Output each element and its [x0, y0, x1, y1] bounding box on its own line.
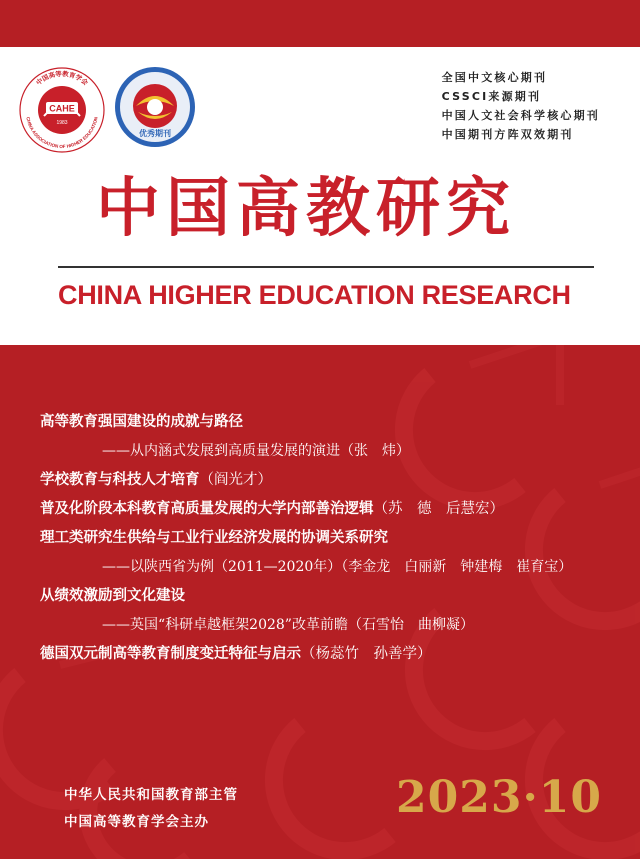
badge-line: 中国期刊方阵双效期刊 [441, 128, 574, 141]
cahe-arc-top: 中国高等教育学会 [34, 69, 90, 87]
toc-title: ——以陕西省为例（2011—2020年） [102, 559, 342, 575]
publisher-info [64, 782, 238, 836]
toc-author: （石雪怡 曲柳凝） [347, 617, 474, 633]
badge-line: 全国中文核心期刊 [441, 71, 548, 84]
toc-title: 德国双元制高等教育制度变迁特征与启示 [40, 646, 301, 662]
toc-entry[interactable] [40, 495, 630, 524]
toc-author: （李金龙 白丽新 钟建梅 崔育宝） [341, 559, 573, 575]
badge-line: CSSCI来源期刊 [441, 90, 542, 103]
toc-entry[interactable] [40, 582, 630, 611]
supervisor-line: 中华人民共和国教育部主管 [64, 787, 238, 803]
toc-title: 高等教育强国建设的成就与路径 [40, 414, 243, 430]
toc-subtitle [40, 553, 630, 582]
toc-subtitle [40, 437, 630, 466]
toc-title: 理工类研究生供给与工业行业经济发展的协调关系研究 [40, 530, 388, 546]
toc-title: 学校教育与科技人才培育 [40, 472, 200, 488]
toc-title: ——英国“科研卓越框架2028”改革前瞻 [102, 617, 348, 633]
sponsor-line: 中国高等教育学会主办 [64, 814, 209, 830]
toc-entry[interactable] [40, 408, 630, 437]
badge-line: 中国人文社会科学核心期刊 [441, 109, 600, 122]
issue-number: 2023·10 [395, 772, 602, 823]
toc-entry[interactable] [40, 640, 630, 669]
cahe-arc-bottom: CHINA ASSOCIATION OF HIGHER EDUCATION [25, 116, 99, 150]
toc-author: （阎光才） [199, 472, 272, 488]
top-red-band [0, 0, 640, 47]
title-divider [58, 266, 594, 268]
toc-author: （张 炜） [340, 443, 410, 459]
seal-text: 优秀期刊 [139, 129, 171, 138]
toc-title: 普及化阶段本科教育高质量发展的大学内部善治逻辑 [40, 501, 374, 517]
toc-author: （苏 德 后慧宏） [373, 501, 504, 517]
toc-title: ——从内涵式发展到高质量发展的演进 [102, 443, 340, 459]
indexing-badges [442, 68, 600, 144]
table-of-contents [40, 408, 630, 669]
toc-entry[interactable] [40, 524, 630, 553]
cahe-logo-year: 1983 [56, 120, 68, 126]
toc-title: 从绩效激励到文化建设 [40, 588, 185, 604]
journal-title-english: CHINA HIGHER EDUCATION RESEARCH [58, 280, 571, 310]
toc-subtitle [40, 611, 630, 640]
excellent-journal-seal-icon [114, 66, 196, 148]
toc-author: （杨蕊竹 孙善学） [301, 646, 432, 662]
svg-text:中国高等教育学会 [34, 69, 90, 87]
toc-entry[interactable] [40, 466, 630, 495]
journal-title-chinese: 中国高教研究 [96, 172, 516, 246]
cahe-logo-icon [18, 66, 106, 154]
cahe-logo-text: CAHE [49, 103, 75, 114]
